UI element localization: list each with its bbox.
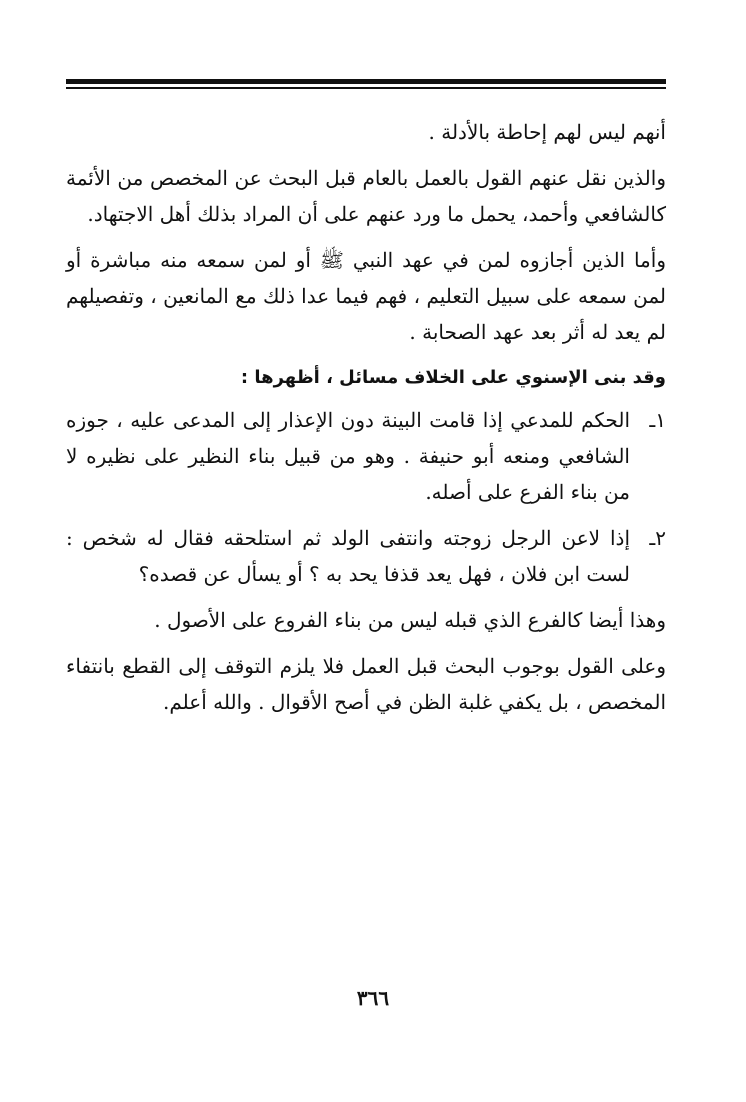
paragraph: وعلى القول بوجوب البحث قبل العمل فلا يلزم التوقف إلى القطع بانتفاء المخصص ، بل يكفي غلبة الظن في أصح الأقوال . والله أعلم. <box>66 654 666 714</box>
numbered-item <box>66 402 666 510</box>
paragraph: وهذا أيضا كالفرع الذي قبله ليس من بناء الفروع على الأصول . <box>154 608 666 632</box>
paragraph: والذين نقل عنهم القول بالعمل بالعام قبل البحث عن المخصص من الأئمة كالشافعي وأحمد، يحمل ما ورد عنهم على أن المراد بذلك أهل الاجتهاد. <box>66 166 666 226</box>
paragraph: أنهم ليس لهم إحاطة بالأدلة . <box>428 120 666 144</box>
header-rule-thick <box>66 79 666 84</box>
item-text: إذا لاعن الرجل زوجته وانتفى الولد ثم استلحقه فقال له شخص : لست ابن فلان ، فهل يعد قذفا يحد به ؟ أو يسأل عن قصده؟ <box>66 526 630 586</box>
item-number: ٢ـ <box>649 526 666 550</box>
page-number: ٣٦٦ <box>356 986 390 1010</box>
item-text: الحكم للمدعي إذا قامت البينة دون الإعذار إلى المدعى عليه ، جوزه الشافعي ومنعه أبو حنيفة . وهو من قبيل بناء النظير على نظيره لا من بناء الفرع على أصله. <box>66 408 630 504</box>
page-body <box>66 114 666 730</box>
header-rule-thin <box>66 87 666 89</box>
paragraph: وأما الذين أجازوه لمن في عهد النبي ﷺ أو لمن سمعه منه مباشرة أو لمن سمعه على سبيل التعليم ، فهم فيما عدا ذلك مع المانعين ، وتفصيلهم لم يعد له أثر بعد عهد الصحابة . <box>66 248 666 344</box>
numbered-item <box>66 520 666 592</box>
item-number: ١ـ <box>649 408 666 432</box>
section-heading: وقد بنى الإسنوي على الخلاف مسائل ، أظهرها : <box>240 367 666 388</box>
